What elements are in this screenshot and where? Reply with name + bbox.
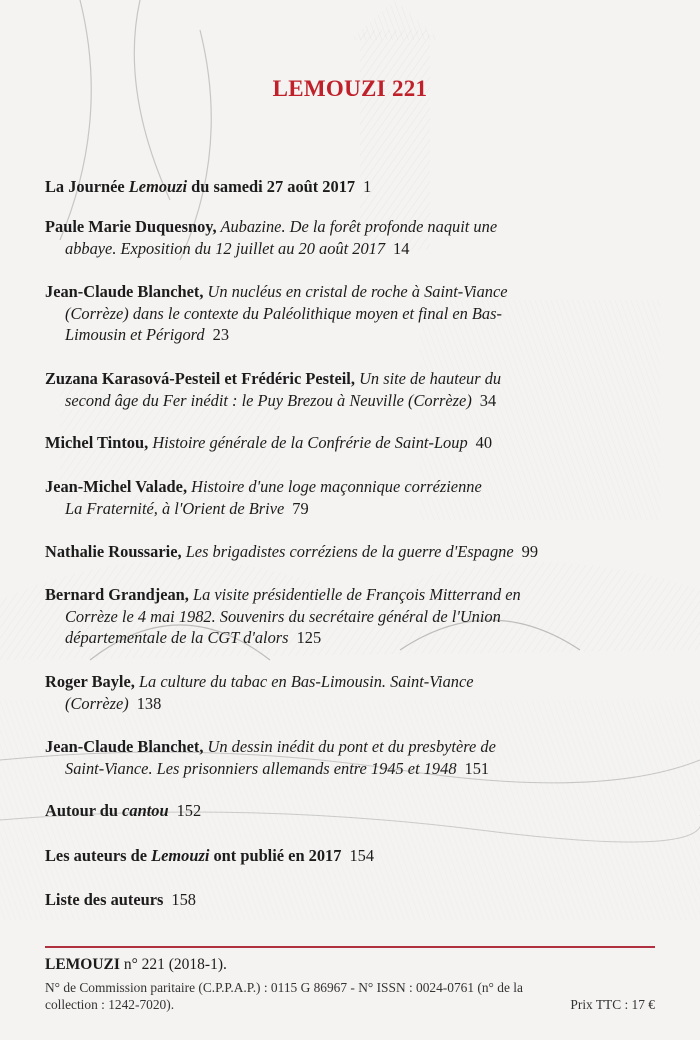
toc-entry-line: [45, 800, 652, 822]
toc-title-text: Lemouzi: [128, 177, 188, 196]
toc-title-text: Histoire générale de la Confrérie de Saint-Loup: [148, 433, 468, 452]
page-number: 23: [212, 325, 230, 344]
toc-entry-text: [45, 846, 341, 865]
toc-entry-line: [45, 736, 652, 758]
toc-title-text: Un site de hauteur du: [354, 369, 502, 388]
toc-entry-text: [65, 304, 502, 323]
toc-entry-line: [45, 693, 652, 715]
toc-title-text: second âge du Fer inédit : le Puy Brezou à Neuville (Corrèze): [65, 390, 472, 410]
toc-entry-text: [45, 542, 514, 561]
toc-author: Jean-Michel Valade,: [45, 477, 188, 496]
toc-entry: [45, 281, 652, 346]
toc-entry-text: [45, 477, 482, 496]
toc-title-text: Corrèze le 4 mai 1982. Souvenirs du secrétaire général de l'Union: [65, 606, 501, 626]
toc-author: Roger Bayle,: [45, 672, 135, 691]
toc-title-text: La culture du tabac en Bas-Limousin. Saint-Viance: [134, 672, 474, 691]
toc-entry: [45, 216, 652, 259]
toc-entry-line: [45, 758, 652, 780]
toc-entry-text: [65, 628, 289, 647]
toc-entry: [45, 800, 652, 822]
toc-title-text: départementale de la CGT d'alors: [65, 628, 289, 647]
toc-author: La Journée: [45, 177, 129, 196]
toc-author: Nathalie Roussarie,: [45, 542, 182, 561]
toc-entry-text: [65, 694, 129, 713]
toc-author: Autour du: [45, 801, 123, 820]
toc-entry-line: [45, 889, 652, 911]
toc-title-text: cantou: [122, 801, 169, 820]
toc-title-text: (Corrèze): [65, 693, 129, 713]
toc-entry-line: [45, 476, 652, 498]
toc-entry-line: [45, 303, 652, 325]
toc-author: du samedi 27 août 2017: [187, 177, 356, 196]
commission-line: N° de Commission paritaire (C.P.P.A.P.) : 0115 G 86967 - N° ISSN : 0024-0761 (n° de la: [45, 980, 523, 995]
toc-title-text: abbaye. Exposition du 12 juillet au 20 août 2017: [65, 238, 386, 258]
toc-entry-text: [45, 672, 474, 691]
page-number: 154: [349, 846, 375, 865]
toc-entry: [45, 584, 652, 649]
issue-info: [45, 956, 227, 974]
toc-entry: [45, 176, 652, 198]
toc-entry: [45, 736, 652, 779]
toc-entry-text: [45, 890, 163, 909]
toc-title-text: La Fraternité, à l'Orient de Brive: [65, 498, 285, 518]
toc-entry-text: [65, 239, 385, 258]
toc-entry-text: [65, 607, 501, 626]
toc-entry-text: [45, 217, 497, 236]
toc-entry-line: [45, 498, 652, 520]
page-number: 151: [464, 758, 490, 778]
toc-entry: [45, 889, 652, 911]
page-number: 125: [296, 628, 322, 647]
toc-title-text: Limousin et Périgord: [65, 325, 205, 344]
issue-name: LEMOUZI: [45, 956, 120, 973]
toc-entry-line: [45, 281, 652, 303]
page-number: 158: [171, 890, 196, 909]
toc-title-text: Lemouzi: [151, 846, 210, 865]
toc-title-text: Histoire d'une loge maçonnique corrézienne: [187, 477, 482, 496]
page-title: LEMOUZI 221: [272, 76, 428, 101]
toc-author: Zuzana Karasová-Pesteil et Frédéric Pesteil,: [45, 369, 355, 388]
toc-title-text: (Corrèze) dans le contexte du Paléolithique moyen et final en Bas-: [65, 303, 502, 323]
toc-author: Bernard Grandjean,: [45, 585, 189, 604]
toc-title-text: La visite présidentielle de François Mitterrand en: [188, 585, 521, 604]
toc-entry: [45, 845, 652, 867]
page-number: 152: [176, 801, 202, 820]
toc-author: Les auteurs de: [45, 846, 152, 865]
toc-entry-line: [45, 176, 652, 198]
toc-entry-text: [45, 369, 501, 388]
publication-details: [45, 979, 655, 1013]
toc-entry: [45, 432, 652, 454]
toc-entry-text: [45, 433, 468, 452]
page-number: 79: [292, 498, 309, 518]
toc-author: Jean-Claude Blanchet,: [45, 282, 204, 301]
page-number: 138: [136, 693, 162, 713]
toc-entry-text: [45, 801, 169, 820]
toc-entry-line: [45, 368, 652, 390]
toc-entry-text: [45, 585, 521, 604]
toc-entry-text: [45, 177, 355, 196]
toc-author: Paule Marie Duquesnoy,: [45, 217, 217, 236]
footer-divider: [45, 946, 655, 948]
toc-entry-line: [45, 541, 652, 563]
toc-entry-line: [45, 324, 652, 346]
toc-entry: [45, 476, 652, 519]
page-number: 1: [363, 177, 372, 196]
toc-author: ont publié en 2017: [209, 846, 342, 865]
toc-entry-text: [65, 499, 284, 518]
toc-title-text: Un nucléus en cristal de roche à Saint-Viance: [203, 282, 508, 301]
toc-entry-line: [45, 432, 652, 454]
toc-entry-line: [45, 845, 652, 867]
toc-title-text: Aubazine. De la forêt profonde naquit une: [216, 217, 498, 236]
toc-entry: [45, 671, 652, 714]
price: Prix TTC : 17 €: [570, 997, 655, 1012]
toc-entry-text: [65, 759, 457, 778]
issue-number: n° 221 (2018-1).: [119, 956, 227, 973]
toc-title-text: Les brigadistes corréziens de la guerre d'Espagne: [181, 542, 514, 561]
toc-entry-text: [45, 737, 496, 756]
toc-entry-text: [65, 391, 472, 410]
toc-entry-line: [45, 238, 652, 260]
page-number: 34: [479, 390, 497, 410]
toc-author: Michel Tintou,: [45, 433, 149, 452]
toc-title-text: Un dessin inédit du pont et du presbytère de: [203, 737, 496, 756]
toc-entry-line: [45, 584, 652, 606]
toc-entry-line: [45, 390, 652, 412]
toc-entry-text: [65, 325, 205, 344]
toc-entry-line: [45, 216, 652, 238]
toc-entry-text: [45, 282, 508, 301]
toc-author: Jean-Claude Blanchet,: [45, 737, 204, 756]
toc-entry: [45, 368, 652, 411]
toc-author: Liste des auteurs: [45, 890, 164, 909]
toc-title-text: Saint-Viance. Les prisonniers allemands entre 1945 et 1948: [65, 758, 457, 778]
page-number: 14: [393, 238, 410, 258]
toc-entry-line: [45, 627, 652, 649]
page-number: 99: [521, 542, 539, 561]
collection-line: collection : 1242-7020).: [45, 997, 175, 1012]
toc-entry-line: [45, 606, 652, 628]
toc-entry-line: [45, 671, 652, 693]
page-number: 40: [475, 433, 493, 452]
toc-entry: [45, 541, 652, 563]
